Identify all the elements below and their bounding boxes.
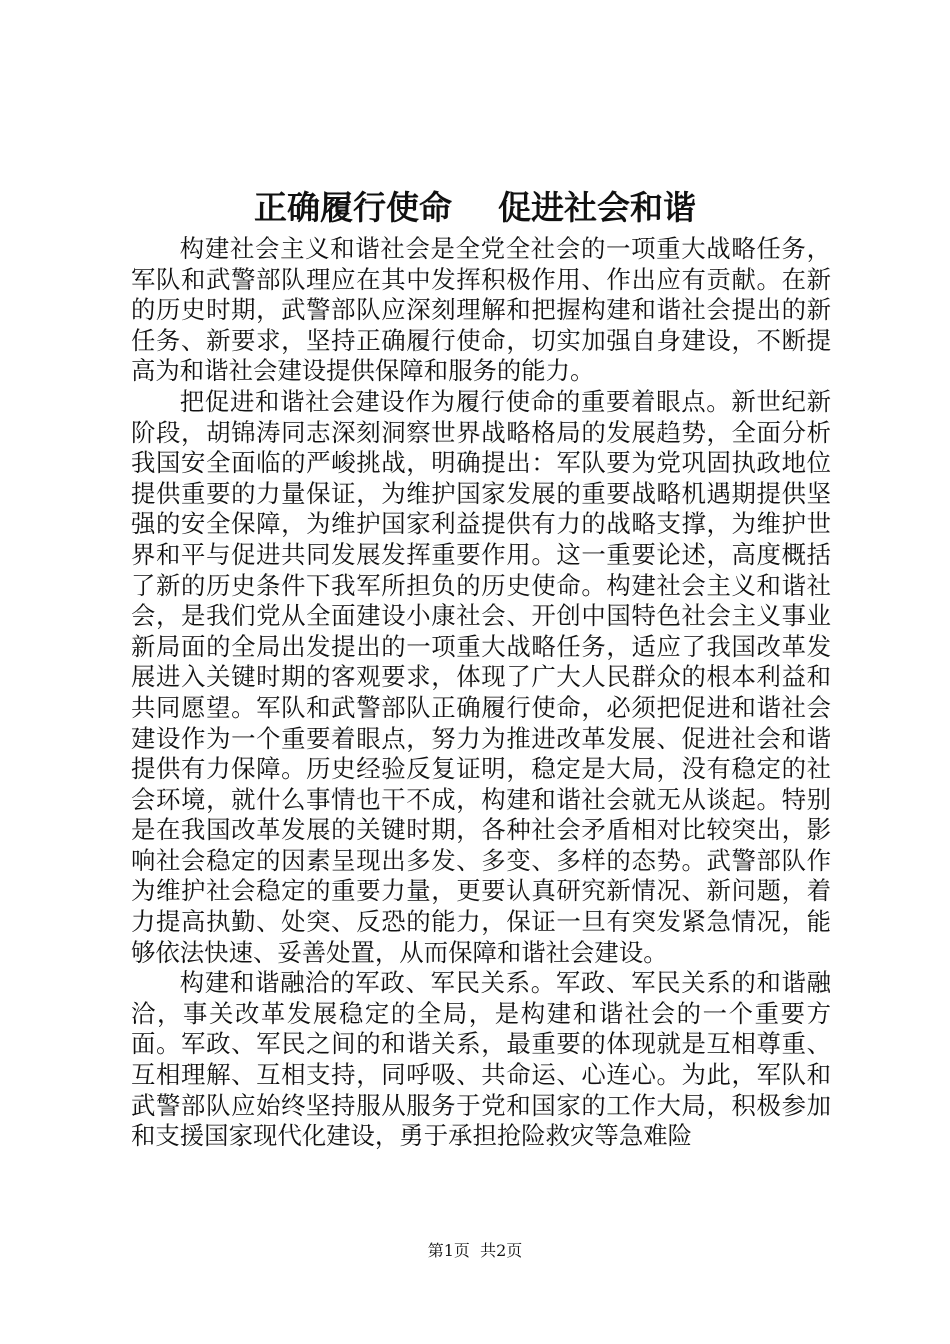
page-number-footer: 第1页 共2页 <box>427 1241 523 1260</box>
paragraph-1: 构建社会主义和谐社会是全党全社会的一项重大战略任务，军队和武警部队理应在其中发挥积极作用、作出应有贡献。在新的历史时期，武警部队应深刻理解和把握构建和谐社会提出的新任务、新要求，坚持正确履行使命，切实加强自身建设，不断提高为和谐社会建设提供保障和服务的能力。 <box>131 234 831 386</box>
paragraph-2: 把促进和谐社会建设作为履行使命的重要着眼点。新世纪新阶段，胡锦涛同志深刻洞察世界战略格局的发展趋势，全面分析我国安全面临的严峻挑战，明确提出：军队要为党巩固执政地位提供重要的力量保证，为维护国家发展的重要战略机遇期提供坚强的安全保障，为维护国家利益提供有力的战略支撑，为维护世界和平与促进共同发展发挥重要作用。这一重要论述，高度概括了新的历史条件下我军所担负的历史使命。构建社会主义和谐社会，是我们党从全面建设小康社会、开创中国特色社会主义事业新局面的全局出发提出的一项重大战略任务，适应了我国改革发展进入关键时期的客观要求，体现了广大人民群众的根本利益和共同愿望。军队和武警部队正确履行使命，必须把促进和谐社会建设作为一个重要着眼点，努力为推进改革发展、促进社会和谐提供有力保障。历史经验反复证明，稳定是大局，没有稳定的社会环境，就什么事情也干不成，构建和谐社会就无从谈起。特别是在我国改革发展的关键时期，各种社会矛盾相对比较突出，影响社会稳定的因素呈现出多发、多变、多样的态势。武警部队作为维护社会稳定的重要力量，更要认真研究新情况、新问题，着力提高执勤、处突、反恐的能力，保证一旦有突发紧急情况，能够依法快速、妥善处置，从而保障和谐社会建设。 <box>131 386 831 967</box>
document-title: 正确履行使命 促进社会和谐 <box>254 188 696 227</box>
document-body <box>131 234 831 1152</box>
paragraph-3: 构建和谐融洽的军政、军民关系。军政、军民关系的和谐融洽，事关改革发展稳定的全局，是构建和谐社会的一个重要方面。军政、军民之间的和谐关系，最重要的体现就是互相尊重、互相理解、互相支持，同呼吸、共命运、心连心。为此，军队和武警部队应始终坚持服从服务于党和国家的工作大局，积极参加和支援国家现代化建设，勇于承担抢险救灾等急难险 <box>131 968 831 1151</box>
